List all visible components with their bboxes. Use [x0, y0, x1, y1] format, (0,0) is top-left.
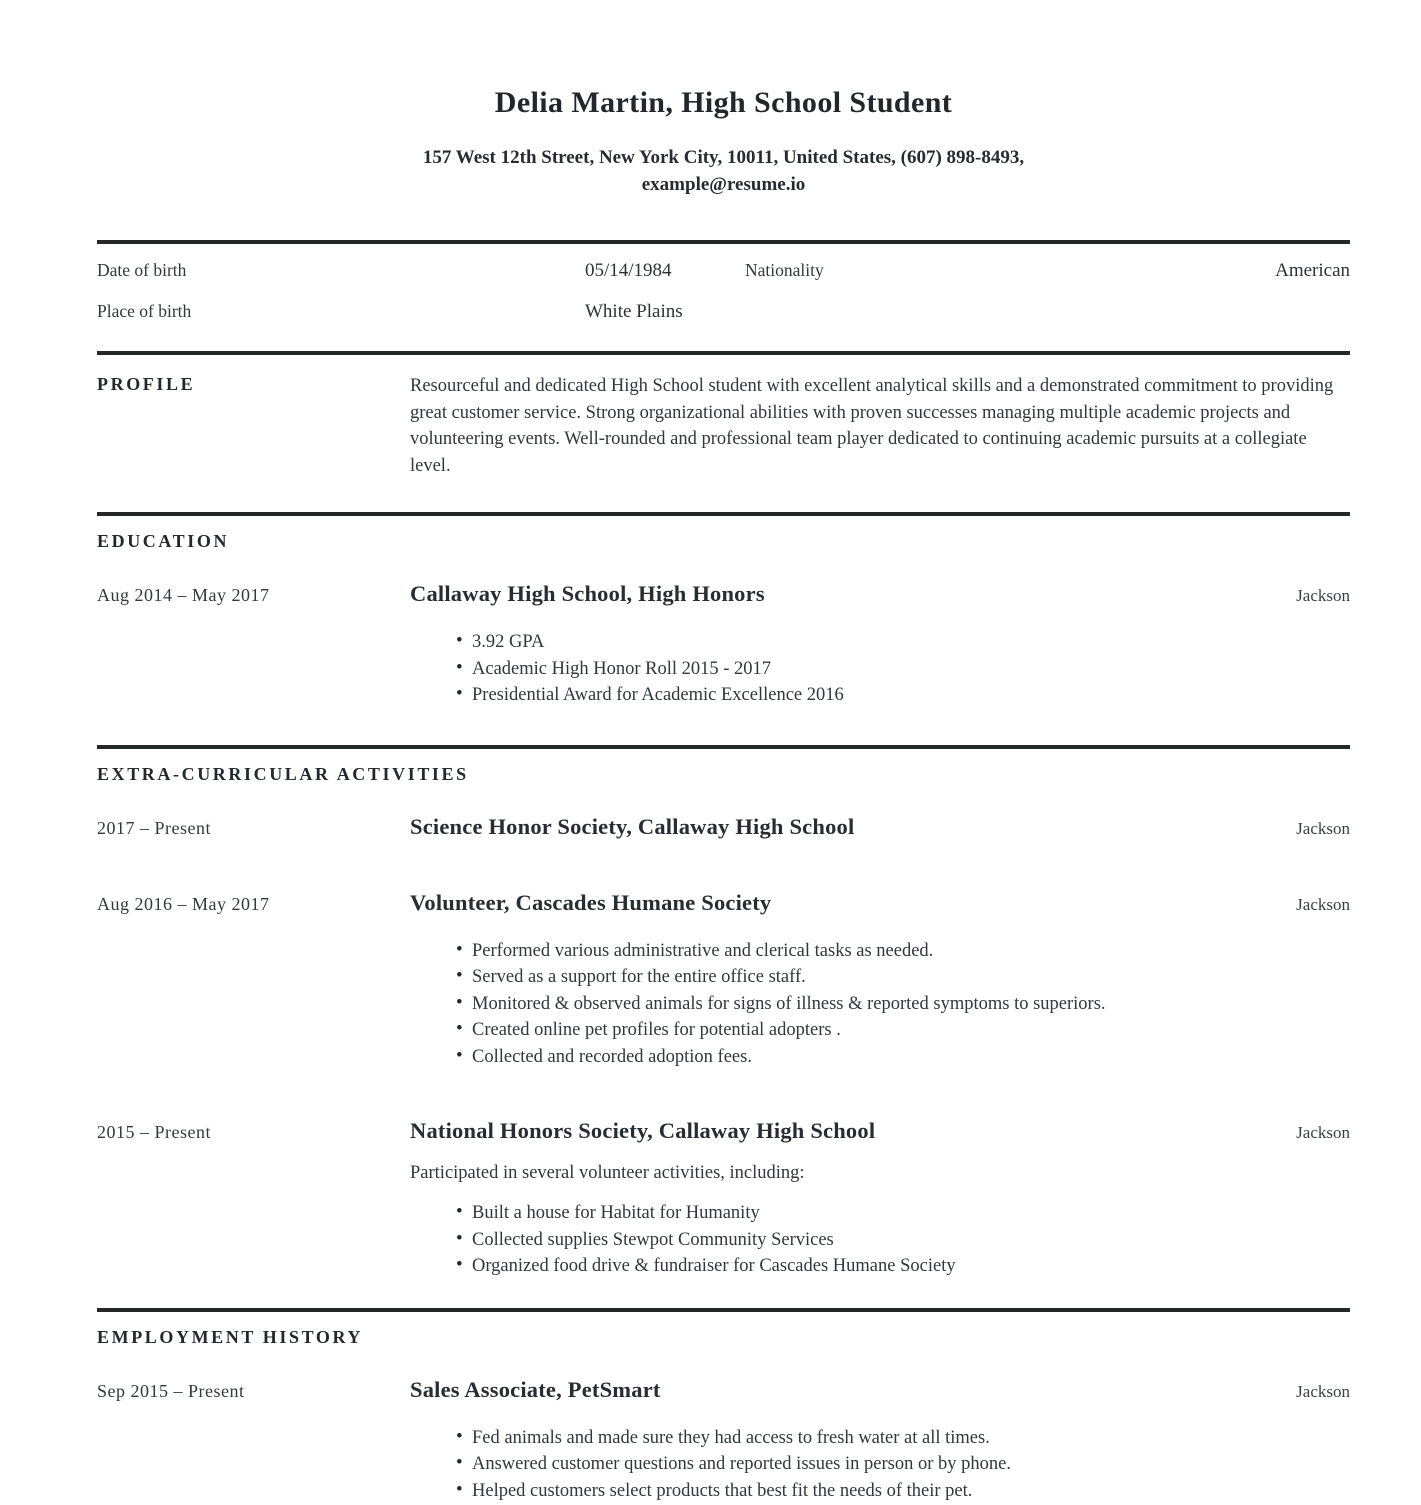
- bullet-list: [410, 629, 1350, 709]
- entry-body: [410, 1146, 1350, 1280]
- entry-location: Jackson: [1296, 1123, 1350, 1142]
- entry-body: [410, 1405, 1350, 1505]
- profile-heading: PROFILE: [97, 374, 196, 394]
- entry-date: Aug 2014 – May 2017: [97, 585, 270, 605]
- section-employment-history: [97, 1308, 1350, 1505]
- bullet-list: [410, 1425, 1350, 1505]
- entry-title: Science Honor Society, Callaway High School: [410, 813, 855, 839]
- page-title: Delia Martin, High School Student: [494, 86, 953, 119]
- bullet-item: • Served as a support for the entire office staff.: [410, 964, 1350, 991]
- entry-date: 2017 – Present: [97, 817, 211, 838]
- bullet-item: • Performed various administrative and clerical tasks as needed.: [410, 938, 1350, 965]
- bullet-list: [410, 1200, 1350, 1280]
- date-of-birth-label: Date of birth: [97, 260, 187, 280]
- entry-title: Volunteer, Cascades Humane Society: [410, 889, 772, 915]
- entry-location: Jackson: [1296, 894, 1350, 914]
- resume-header: [97, 0, 1350, 198]
- section-education: [97, 512, 1350, 745]
- bullet-list: [410, 938, 1350, 1071]
- nationality-value: American: [1275, 260, 1350, 281]
- bullet-item: • Collected and recorded adoption fees.: [410, 1044, 1350, 1071]
- nationality-label: Nationality: [745, 260, 824, 280]
- entry-body: [410, 609, 1350, 709]
- bullet-item: • Academic High Honor Roll 2015 - 2017: [410, 656, 1350, 683]
- entry-location: Jackson: [1296, 818, 1350, 838]
- contact-info: [97, 144, 1350, 198]
- entry-date: Sep 2015 – Present: [97, 1380, 245, 1401]
- activity-entry-science-honor-society: [97, 812, 1350, 842]
- entry-date: 2015 – Present: [97, 1122, 211, 1142]
- bullet-item: • Built a house for Habitat for Humanity: [410, 1200, 1350, 1227]
- section-extra-curricular: [97, 745, 1350, 1308]
- entry-date: Aug 2016 – May 2017: [97, 893, 270, 914]
- entry-location: Jackson: [1296, 1381, 1350, 1401]
- contact-email: example@resume.io: [641, 174, 806, 195]
- details-row-place: [97, 301, 1350, 323]
- bullet-item: • Presidential Award for Academic Excellence 2016: [410, 682, 1350, 709]
- details-row-birth: [97, 260, 1350, 282]
- profile-text: Resourceful and dedicated High School student with excellent analytical skills and a demonstrated commitment to providing great customer service. Strong organizational abilities with proven successes managing multiple academic projects and volunteering events. Well-rounded and professional team player dedicated to continuing academic pursuits at a collegiate level.: [410, 376, 1334, 476]
- education-heading: EDUCATION: [97, 531, 230, 551]
- bullet-item: • Organized food drive & fundraiser for Cascades Humane Society: [410, 1253, 1350, 1280]
- bullet-item: • Helped customers select products that best fit the needs of their pet.: [410, 1478, 1350, 1505]
- place-of-birth-value: White Plains: [585, 301, 683, 322]
- entry-location: Jackson: [1296, 586, 1350, 605]
- entry-title: Sales Associate, PetSmart: [410, 1376, 661, 1402]
- entry-title: Callaway High School, High Honors: [410, 581, 765, 606]
- education-entry: [97, 579, 1350, 709]
- activity-entry-volunteer: [97, 888, 1350, 1071]
- place-of-birth-label: Place of birth: [97, 301, 192, 321]
- date-of-birth-value: 05/14/1984: [585, 260, 672, 281]
- bullet-item: • 3.92 GPA: [410, 629, 1350, 656]
- section-profile: [97, 351, 1350, 512]
- bullet-item: • Monitored & observed animals for signs of illness & reported symptoms to superiors.: [410, 991, 1350, 1018]
- employment-history-heading: EMPLOYMENT HISTORY: [97, 1326, 364, 1347]
- employment-entry-petsmart: [97, 1375, 1350, 1505]
- extra-curricular-heading: EXTRA-CURRICULAR ACTIVITIES: [97, 763, 469, 784]
- entry-title: National Honors Society, Callaway High School: [410, 1118, 876, 1143]
- bullet-item: • Answered customer questions and reported issues in person or by phone.: [410, 1451, 1350, 1478]
- entry-body: [410, 918, 1350, 1071]
- contact-address-line: 157 West 12th Street, New York City, 10011, United States, (607) 898-8493,: [422, 147, 1025, 168]
- entry-intro: Participated in several volunteer activities, including:: [410, 1163, 805, 1183]
- bullet-item: • Fed animals and made sure they had access to fresh water at all times.: [410, 1425, 1350, 1452]
- bullet-item: • Collected supplies Stewpot Community Services: [410, 1227, 1350, 1254]
- personal-details: [97, 240, 1350, 351]
- bullet-item: • Created online pet profiles for potential adopters .: [410, 1017, 1350, 1044]
- activity-entry-national-honors-society: [97, 1116, 1350, 1280]
